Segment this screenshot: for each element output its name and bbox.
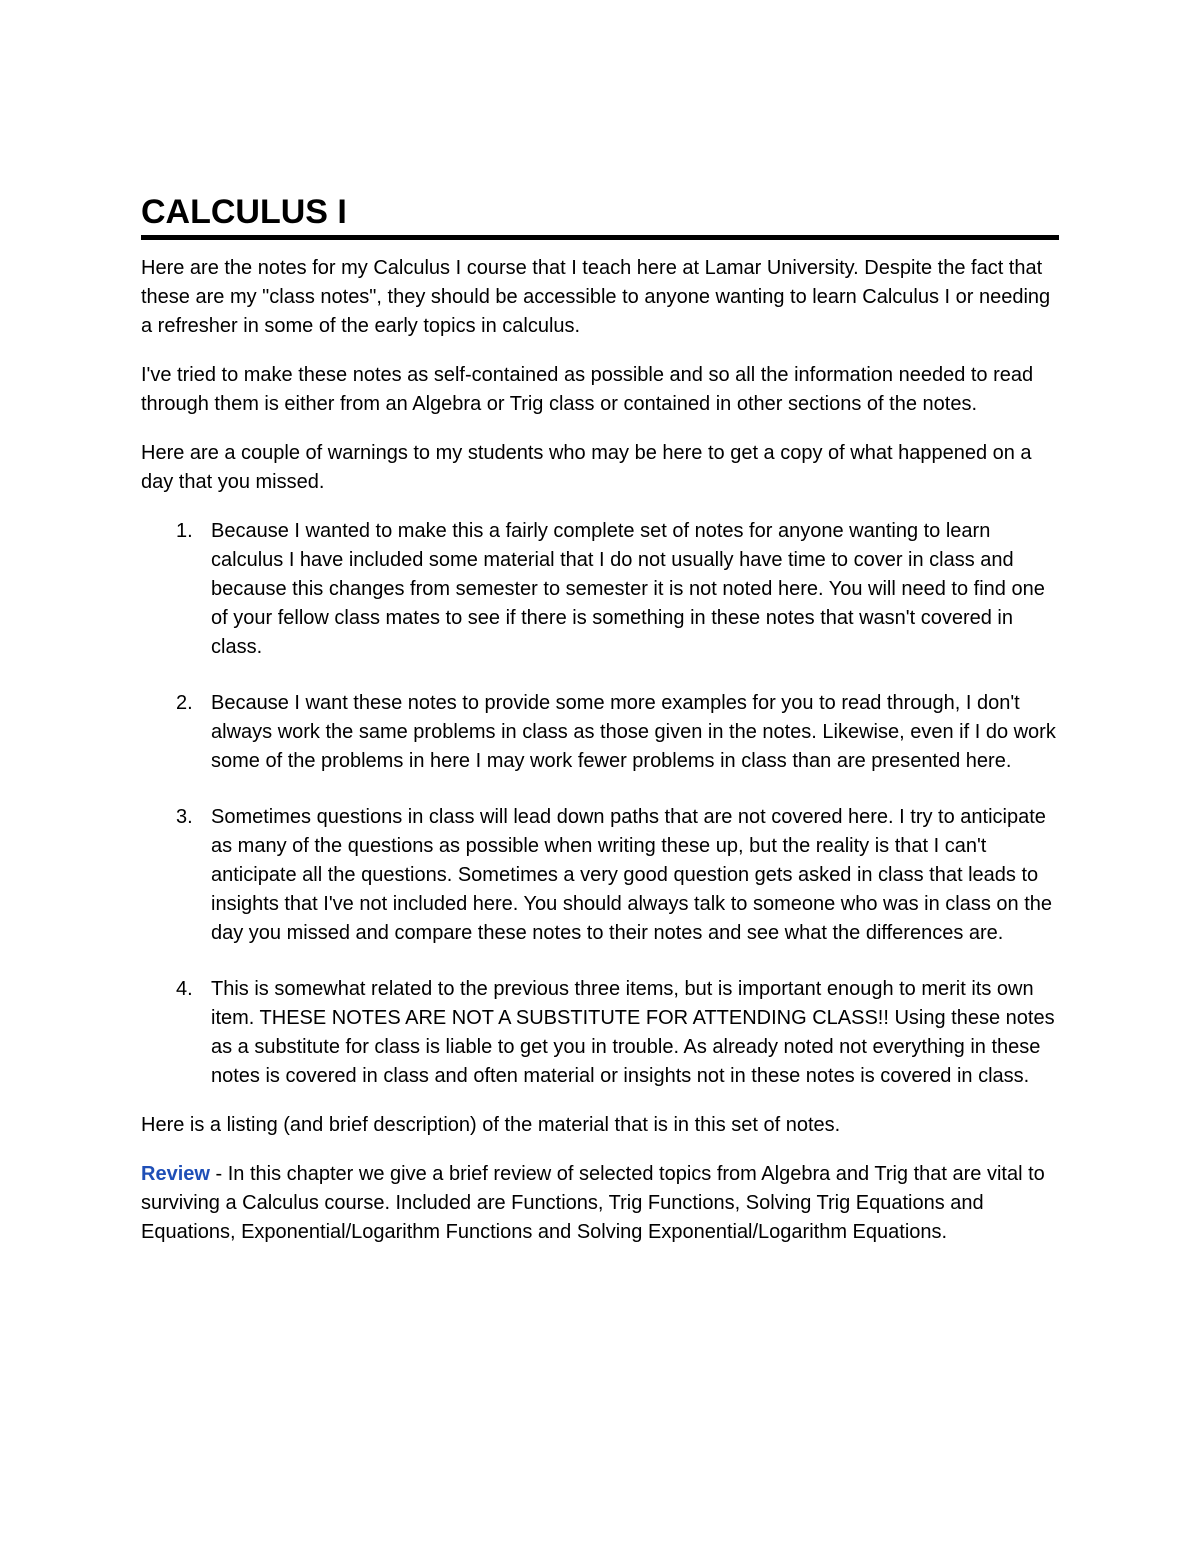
warning-item (141, 689, 1059, 776)
warnings-intro-paragraph: Here are a couple of warnings to my students who may be here to get a copy of what happened on a day that you missed. (141, 442, 1032, 493)
listing-intro-paragraph: Here is a listing (and brief description) of the material that is in this set of notes. (141, 1114, 841, 1136)
intro-paragraph: Here are the notes for my Calculus I course that I teach here at Lamar University. Despite the fact that these are my "class notes", they should be accessible to anyone wanting to learn Calculus I or needing a refresher in some of the early topics in calculus. (141, 257, 1051, 337)
self-contained-paragraph: I've tried to make these notes as self-contained as possible and so all the information needed to read through them is either from an Algebra or Trig class or contained in other sections of the notes. (141, 364, 1034, 415)
document-page (141, 192, 1059, 1267)
warning-item (141, 975, 1059, 1091)
warning-text: Because I wanted to make this a fairly complete set of notes for anyone wanting to learn calculus I have included some material that I do not usually have time to cover in class and because this changes from semester to semester it is not noted here. You will need to find one of your fellow class mates to see if there is something in these notes that wasn't covered in class. (211, 520, 1045, 658)
title-rule (141, 235, 1059, 240)
page-title: CALCULUS I (141, 193, 347, 231)
review-description: - In this chapter we give a brief review of selected topics from Algebra and Trig that are vital to surviving a Calculus course. Included are Functions, Trig Functions, Solving Trig Equations and Equations, Exponential/Logarithm Functions and Solving Exponential/Logarithm Equations. (141, 1163, 1045, 1243)
warning-number: 4. (176, 978, 193, 1000)
warning-text: Because I want these notes to provide some more examples for you to read through, I don't always work the same problems in class as those given in the notes. Likewise, even if I do work some of the problems in here I may work fewer problems in class than are presented here. (211, 692, 1056, 772)
warning-number: 3. (176, 806, 193, 828)
warnings-list (141, 517, 1059, 1091)
warning-item (141, 803, 1059, 948)
warning-number: 1. (176, 520, 193, 542)
warning-item (141, 517, 1059, 662)
review-paragraph (141, 1160, 1059, 1247)
warning-text: This is somewhat related to the previous three items, but is important enough to merit its own item. THESE NOTES ARE NOT A SUBSTITUTE FOR ATTENDING CLASS!! Using these notes as a substitute for class is liable to get you in trouble. As already noted not everything in these notes is covered in class and often material or insights not in these notes is covered in class. (211, 978, 1055, 1087)
warning-number: 2. (176, 692, 193, 714)
review-link[interactable]: Review (141, 1163, 210, 1185)
warning-text: Sometimes questions in class will lead down paths that are not covered here. I try to anticipate as many of the questions as possible when writing these up, but the reality is that I can't anticipate all the questions. Sometimes a very good question gets asked in class that leads to insights that I've not included here. You should always talk to someone who was in class on the day you missed and compare these notes to their notes and see what the differences are. (211, 806, 1052, 944)
